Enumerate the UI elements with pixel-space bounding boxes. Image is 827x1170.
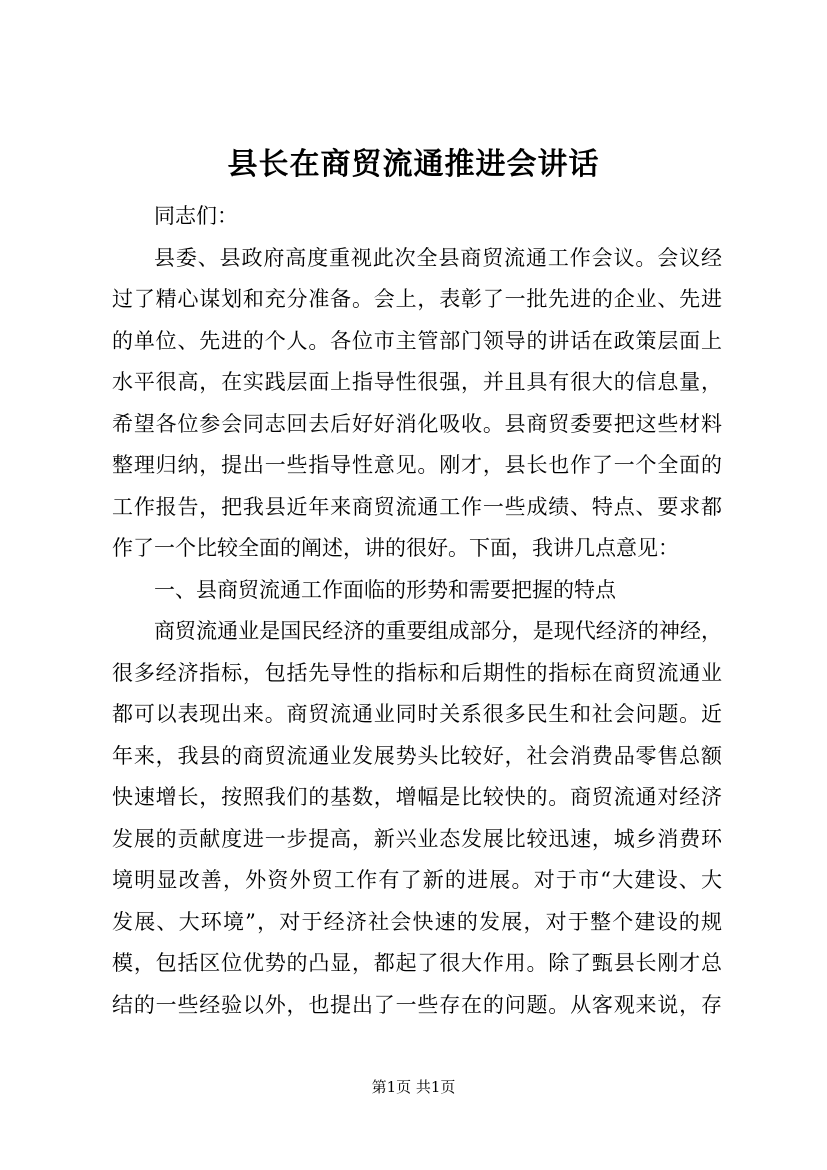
body-line: 快速增长，按照我们的基数，增幅是比较快的。商贸流通对经济 bbox=[112, 785, 722, 809]
body-line: 工作报告，把我县近年来商贸流通工作一些成绩、特点、要求都 bbox=[112, 494, 722, 519]
document-title: 县长在商贸流通推进会讲话 bbox=[227, 147, 600, 182]
body-line: 境明显改善，外资外贸工作有了新的进展。对于市“大建设、大 bbox=[112, 868, 722, 892]
document-body bbox=[112, 196, 722, 1026]
body-line: 县委、县政府高度重视此次全县商贸流通工作会议。会议经 bbox=[154, 245, 722, 270]
body-line: 年来，我县的商贸流通业发展势头比较好，社会消费品零售总额 bbox=[112, 743, 722, 768]
body-line: 希望各位参会同志回去后好好消化吸收。县商贸委要把这些材料 bbox=[112, 411, 722, 436]
body-line: 都可以表现出来。商贸流通业同时关系很多民生和社会问题。近 bbox=[112, 702, 722, 726]
body-line: 一、县商贸流通工作面临的形势和需要把握的特点 bbox=[154, 577, 616, 602]
body-line: 发展的贡献度进一步提高，新兴业态发展比较迅速，城乡消费环 bbox=[112, 826, 722, 851]
body-line: 结的一些经验以外，也提出了一些存在的问题。从客观来说，存 bbox=[112, 992, 722, 1017]
body-line: 过了精心谋划和充分准备。会上，表彰了一批先进的企业、先进 bbox=[112, 287, 722, 311]
body-line: 水平很高，在实践层面上指导性很强，并且具有很大的信息量， bbox=[112, 370, 722, 394]
body-line: 的单位、先进的个人。各位市主管部门领导的讲话在政策层面上 bbox=[112, 328, 722, 353]
body-line: 同志们： bbox=[154, 204, 238, 228]
page-footer: 第1页 共1页 bbox=[371, 1078, 456, 1096]
body-line: 发展、大环境”，对于经济社会快速的发展，对于整个建设的规 bbox=[112, 909, 722, 934]
body-line: 很多经济指标，包括先导性的指标和后期性的指标在商贸流通业 bbox=[112, 660, 722, 685]
body-line: 作了一个比较全面的阐述，讲的很好。下面，我讲几点意见： bbox=[112, 536, 679, 560]
body-line: 模，包括区位优势的凸显，都起了很大作用。除了甄县长刚才总 bbox=[112, 951, 722, 975]
body-line: 整理归纳，提出一些指导性意见。刚才，县长也作了一个全面的 bbox=[112, 453, 722, 477]
body-line: 商贸流通业是国民经济的重要组成部分，是现代经济的神经， bbox=[154, 619, 722, 643]
